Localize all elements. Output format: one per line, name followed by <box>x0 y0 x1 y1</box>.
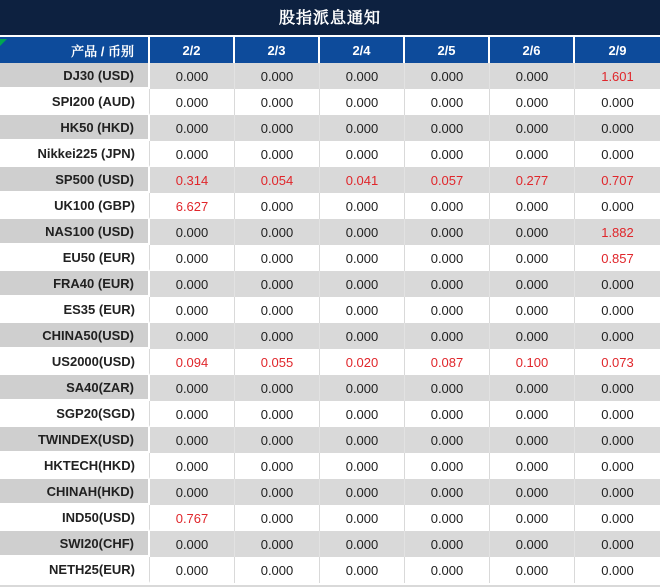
dividend-value-cell: 0.000 <box>405 141 490 167</box>
table-row <box>0 219 660 245</box>
table-row <box>0 349 660 375</box>
dividend-value-cell: 0.000 <box>150 323 235 349</box>
dividend-value-cell: 0.000 <box>490 219 575 245</box>
date-column-header: 2/3 <box>235 37 320 63</box>
dividend-value-cell: 0.000 <box>575 323 660 349</box>
date-column-header: 2/9 <box>575 37 660 63</box>
dividend-value-cell: 0.000 <box>405 427 490 453</box>
dividend-value-cell: 0.000 <box>150 89 235 115</box>
dividend-value-cell: 0.000 <box>235 115 320 141</box>
dividend-value-cell: 0.000 <box>575 115 660 141</box>
dividend-value-cell: 0.057 <box>405 167 490 193</box>
dividend-value-cell: 0.000 <box>405 245 490 271</box>
table-row <box>0 505 660 531</box>
product-label: SA40(ZAR) <box>0 375 150 401</box>
dividend-value-cell: 0.000 <box>405 63 490 89</box>
table-row <box>0 401 660 427</box>
product-label: NAS100 (USD) <box>0 219 150 245</box>
dividend-value-cell: 0.000 <box>235 89 320 115</box>
dividend-value-cell: 0.000 <box>405 479 490 505</box>
dividend-value-cell: 0.055 <box>235 349 320 375</box>
header-row <box>0 37 660 63</box>
dividend-value-cell: 0.000 <box>235 297 320 323</box>
dividend-value-cell: 0.000 <box>320 271 405 297</box>
dividend-value-cell: 0.000 <box>575 375 660 401</box>
product-label: SPI200 (AUD) <box>0 89 150 115</box>
dividend-value-cell: 0.087 <box>405 349 490 375</box>
dividend-value-cell: 0.000 <box>320 323 405 349</box>
dividend-value-cell: 0.000 <box>235 271 320 297</box>
dividend-value-cell: 0.000 <box>320 193 405 219</box>
dividend-value-cell: 0.000 <box>575 453 660 479</box>
dividend-value-cell: 0.000 <box>405 323 490 349</box>
dividend-value-cell: 6.627 <box>150 193 235 219</box>
dividend-value-cell: 0.000 <box>490 531 575 557</box>
table-row <box>0 479 660 505</box>
dividend-value-cell: 0.000 <box>150 427 235 453</box>
dividend-value-cell: 0.000 <box>575 271 660 297</box>
dividend-value-cell: 0.277 <box>490 167 575 193</box>
table-header <box>0 37 660 63</box>
page-title: 股指派息通知 <box>0 0 660 37</box>
product-label: IND50(USD) <box>0 505 150 531</box>
dividend-value-cell: 0.000 <box>575 401 660 427</box>
dividend-value-cell: 0.000 <box>235 141 320 167</box>
dividend-value-cell: 0.000 <box>320 557 405 583</box>
dividend-value-cell: 0.000 <box>405 453 490 479</box>
dividend-value-cell: 0.000 <box>405 297 490 323</box>
dividend-value-cell: 0.000 <box>405 271 490 297</box>
dividend-value-cell: 0.054 <box>235 167 320 193</box>
dividend-value-cell: 0.000 <box>320 375 405 401</box>
dividend-value-cell: 0.000 <box>150 531 235 557</box>
dividend-value-cell: 0.000 <box>150 271 235 297</box>
date-column-header: 2/4 <box>320 37 405 63</box>
table-row <box>0 245 660 271</box>
dividend-value-cell: 0.000 <box>320 531 405 557</box>
product-label: US2000(USD) <box>0 349 150 375</box>
dividend-value-cell: 0.707 <box>575 167 660 193</box>
dividend-value-cell: 0.000 <box>490 271 575 297</box>
dividend-value-cell: 0.000 <box>150 63 235 89</box>
dividend-value-cell: 0.000 <box>575 557 660 583</box>
dividend-value-cell: 0.000 <box>575 427 660 453</box>
dividend-value-cell: 0.000 <box>320 219 405 245</box>
table-row <box>0 167 660 193</box>
dividend-value-cell: 0.000 <box>490 141 575 167</box>
dividend-value-cell: 0.000 <box>490 89 575 115</box>
product-label: NETH25(EUR) <box>0 557 150 583</box>
dividend-value-cell: 0.000 <box>235 427 320 453</box>
table-row <box>0 115 660 141</box>
dividend-value-cell: 0.000 <box>405 219 490 245</box>
dividend-value-cell: 0.000 <box>490 453 575 479</box>
dividend-value-cell: 0.000 <box>490 63 575 89</box>
dividend-value-cell: 0.000 <box>235 219 320 245</box>
dividend-value-cell: 0.000 <box>235 557 320 583</box>
dividend-value-cell: 0.000 <box>235 245 320 271</box>
product-label: CHINA50(USD) <box>0 323 150 349</box>
dividend-value-cell: 0.000 <box>150 297 235 323</box>
date-column-header: 2/5 <box>405 37 490 63</box>
product-label: CHINAH(HKD) <box>0 479 150 505</box>
dividend-value-cell: 0.000 <box>490 323 575 349</box>
dividend-value-cell: 0.000 <box>320 427 405 453</box>
dividend-value-cell: 0.000 <box>490 505 575 531</box>
dividend-value-cell: 0.000 <box>490 401 575 427</box>
table-row <box>0 141 660 167</box>
dividend-value-cell: 0.000 <box>490 557 575 583</box>
dividend-value-cell: 0.000 <box>405 505 490 531</box>
dividend-value-cell: 0.000 <box>575 479 660 505</box>
dividend-value-cell: 0.000 <box>235 63 320 89</box>
dividend-value-cell: 0.000 <box>320 505 405 531</box>
dividend-table <box>0 37 660 583</box>
dividend-value-cell: 0.000 <box>320 89 405 115</box>
dividend-value-cell: 0.000 <box>235 531 320 557</box>
dividend-value-cell: 0.000 <box>320 141 405 167</box>
product-label: TWINDEX(USD) <box>0 427 150 453</box>
table-row <box>0 453 660 479</box>
dividend-value-cell: 0.000 <box>235 453 320 479</box>
dividend-value-cell: 0.000 <box>490 427 575 453</box>
dividend-value-cell: 0.000 <box>235 479 320 505</box>
dividend-value-cell: 0.073 <box>575 349 660 375</box>
dividend-value-cell: 0.000 <box>150 115 235 141</box>
dividend-value-cell: 0.000 <box>320 115 405 141</box>
dividend-value-cell: 0.000 <box>235 375 320 401</box>
dividend-value-cell: 0.000 <box>235 401 320 427</box>
table-row <box>0 531 660 557</box>
dividend-value-cell: 0.000 <box>235 505 320 531</box>
product-label: FRA40 (EUR) <box>0 271 150 297</box>
dividend-value-cell: 0.000 <box>320 401 405 427</box>
dividend-value-cell: 0.000 <box>405 115 490 141</box>
dividend-value-cell: 0.100 <box>490 349 575 375</box>
table-row <box>0 193 660 219</box>
dividend-value-cell: 0.000 <box>235 323 320 349</box>
dividend-value-cell: 0.041 <box>320 167 405 193</box>
dividend-value-cell: 0.000 <box>150 453 235 479</box>
dividend-value-cell: 0.000 <box>320 453 405 479</box>
dividend-value-cell: 1.882 <box>575 219 660 245</box>
dividend-value-cell: 0.000 <box>150 557 235 583</box>
product-label: Nikkei225 (JPN) <box>0 141 150 167</box>
dividend-value-cell: 0.000 <box>490 245 575 271</box>
dividend-value-cell: 0.000 <box>320 297 405 323</box>
dividend-value-cell: 0.000 <box>490 375 575 401</box>
product-label: ES35 (EUR) <box>0 297 150 323</box>
table-row <box>0 557 660 583</box>
dividend-value-cell: 0.000 <box>405 401 490 427</box>
dividend-value-cell: 0.094 <box>150 349 235 375</box>
product-currency-column-header: 产品 / 币别 <box>0 37 150 63</box>
table-row <box>0 323 660 349</box>
product-label: HKTECH(HKD) <box>0 453 150 479</box>
table-body <box>0 63 660 583</box>
dividend-value-cell: 0.000 <box>405 193 490 219</box>
product-label: DJ30 (USD) <box>0 63 150 89</box>
dividend-value-cell: 0.000 <box>490 193 575 219</box>
dividend-value-cell: 0.000 <box>150 245 235 271</box>
table-row <box>0 297 660 323</box>
table-row <box>0 271 660 297</box>
date-column-header: 2/6 <box>490 37 575 63</box>
dividend-value-cell: 0.000 <box>405 89 490 115</box>
dividend-value-cell: 0.000 <box>320 479 405 505</box>
dividend-value-cell: 1.601 <box>575 63 660 89</box>
product-label: EU50 (EUR) <box>0 245 150 271</box>
dividend-value-cell: 0.000 <box>575 141 660 167</box>
dividend-value-cell: 0.857 <box>575 245 660 271</box>
dividend-value-cell: 0.000 <box>150 479 235 505</box>
product-label: UK100 (GBP) <box>0 193 150 219</box>
dividend-value-cell: 0.000 <box>320 63 405 89</box>
dividend-value-cell: 0.000 <box>150 375 235 401</box>
product-label: SGP20(SGD) <box>0 401 150 427</box>
dividend-value-cell: 0.767 <box>150 505 235 531</box>
green-corner-marker-icon <box>0 39 7 46</box>
dividend-value-cell: 0.314 <box>150 167 235 193</box>
dividend-value-cell: 0.000 <box>320 245 405 271</box>
dividend-value-cell: 0.000 <box>575 505 660 531</box>
table-row <box>0 63 660 89</box>
dividend-value-cell: 0.000 <box>490 297 575 323</box>
dividend-value-cell: 0.000 <box>150 401 235 427</box>
dividend-value-cell: 0.000 <box>405 531 490 557</box>
dividend-value-cell: 0.000 <box>575 297 660 323</box>
dividend-value-cell: 0.000 <box>490 479 575 505</box>
dividend-value-cell: 0.020 <box>320 349 405 375</box>
table-row <box>0 427 660 453</box>
product-label: SWI20(CHF) <box>0 531 150 557</box>
dividend-value-cell: 0.000 <box>575 193 660 219</box>
dividend-value-cell: 0.000 <box>575 89 660 115</box>
dividend-value-cell: 0.000 <box>405 557 490 583</box>
dividend-value-cell: 0.000 <box>150 141 235 167</box>
product-label: SP500 (USD) <box>0 167 150 193</box>
table-row <box>0 89 660 115</box>
date-column-header: 2/2 <box>150 37 235 63</box>
dividend-value-cell: 0.000 <box>235 193 320 219</box>
table-row <box>0 375 660 401</box>
dividend-value-cell: 0.000 <box>150 219 235 245</box>
dividend-value-cell: 0.000 <box>490 115 575 141</box>
dividend-value-cell: 0.000 <box>405 375 490 401</box>
product-label: HK50 (HKD) <box>0 115 150 141</box>
dividend-value-cell: 0.000 <box>575 531 660 557</box>
